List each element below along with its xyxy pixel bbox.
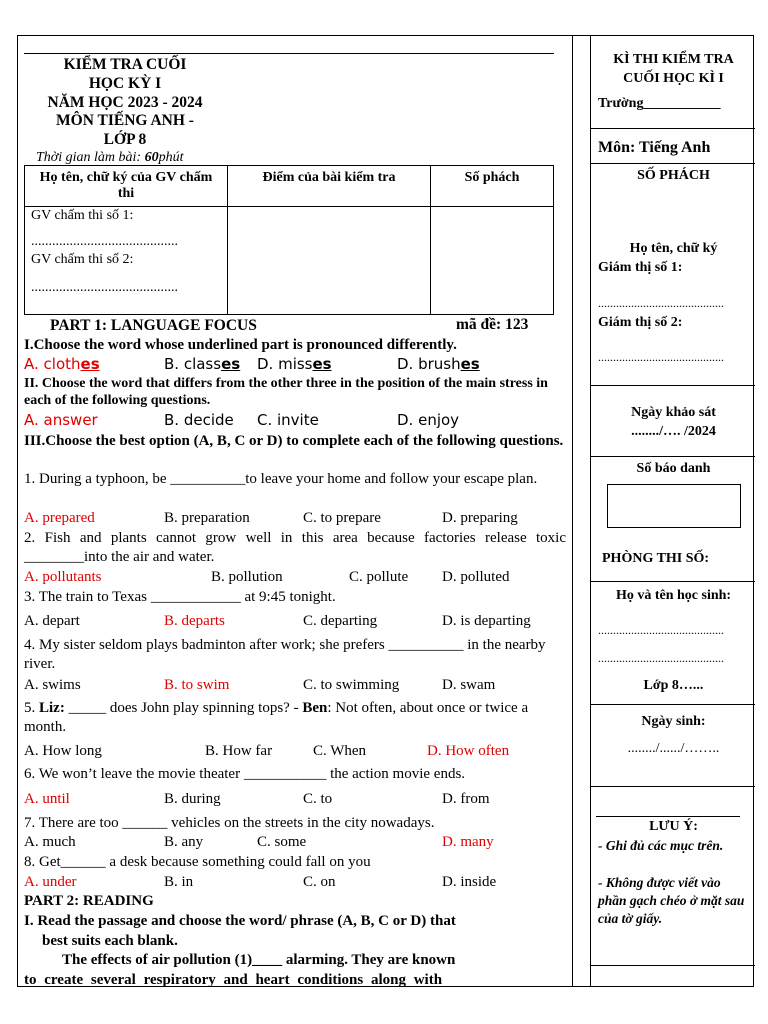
header-title-2: HỌC KỲ I [88,75,162,92]
question-5: 5. Liz: _____ does John play spinning tops? - Ben: Not often, about once or twice a month. [24,700,529,735]
part2-heading-1: I. Read the passage and choose the word/ phrase (A, B, C or D) that [24,913,456,929]
header-top-rule [24,53,554,54]
q3-option-b: B. departs [164,613,225,629]
s1-option-b: B. classes [164,355,241,373]
q3-option-a: A. depart [24,613,80,629]
question-6: 6. We won’t leave the movie theater ___________ the action movie ends. [24,766,466,782]
q4-option-c: C. to swimming [303,677,400,693]
score-cell [228,207,431,315]
q2-option-a: A. pollutants [24,569,102,585]
sidebar-rule-4 [590,456,755,457]
part2-heading-2: best suits each blank. [42,933,178,949]
q6-option-c: C. to [303,791,333,807]
sidebar-sbd-box [607,484,741,528]
question-8: 8. Get______ a desk because something could fall on you [24,854,371,870]
question-3: 3. The train to Texas ____________ at 9:45 tonight. [24,589,336,605]
section1-heading: I.Choose the word whose underlined part is pronounced differently. [24,337,457,353]
q8-option-c: C. on [303,874,336,890]
examiner-1-label: GV chấm thi số 1: [31,208,134,223]
s2-option-a: A. answer [24,411,98,429]
sidebar-school: Trường___________ [598,96,721,111]
sidebar-room: PHÒNG THI SỐ: [602,551,710,566]
sidebar-proctor-1-dots: .......................................... [598,296,724,310]
question-7: 7. There are too ______ vehicles on the streets in the city nowadays. [24,815,435,831]
q7-option-d: D. many [442,834,494,850]
s2-option-c: C. invite [257,411,319,429]
q2-option-b: B. pollution [211,569,283,585]
q1-option-a: A. prepared [24,510,95,526]
col-code: Số phách [431,166,554,207]
sidebar-rule-3 [590,385,755,386]
passage-line-1: The effects of air pollution (1)____ alarming. They are known [62,952,456,968]
sidebar-note-2: - Không được viết vào phần gạch chéo ở mặt sau của tờ giấy. [598,875,745,926]
sidebar-proctor-2: Giám thị số 2: [598,315,683,330]
sidebar-student-name: Họ và tên học sinh: [615,588,732,603]
part2-title: PART 2: READING [24,893,154,909]
sidebar-proctor-2-dots: .......................................... [598,350,724,364]
school-year: NĂM HỌC 2023 - 2024 [47,94,203,111]
sidebar-subject: Môn: Tiếng Anh [598,139,711,156]
sidebar-student-dots-1: .......................................... [598,623,724,637]
sidebar-survey-date: ......../…. /2024 [631,424,716,439]
q5-option-c: C. When [313,743,367,759]
sidebar-exam-title-1: KÌ THI KIỂM TRA [613,52,734,67]
grading-table [24,165,554,315]
q6-option-b: B. during [164,791,221,807]
q4-option-b: B. to swim [164,677,230,693]
sidebar-exam-title-2: CUỐI HỌC KÌ I [623,71,724,86]
code-cell [431,207,554,315]
q1-option-d: D. preparing [442,510,518,526]
time-limit: Thời gian làm bài: 60phút [36,150,184,165]
q8-option-d: D. inside [442,874,497,890]
q8-option-a: A. under [24,874,77,890]
examiner-1-dots: .......................................... [31,234,178,249]
sidebar-class: Lớp 8…... [643,678,704,693]
passage-line-2: to create several respiratory and heart conditions along with [24,972,443,988]
sidebar-rule-2 [590,163,755,164]
q4-option-d: D. swam [442,677,496,693]
sidebar-survey-date-label: Ngày khảo sát [631,405,716,420]
s2-option-d: D. enjoy [397,411,460,429]
sidebar-proctor-1: Giám thị số 1: [598,260,683,275]
question-4: 4. My sister seldom plays badminton after work; she prefers __________ in the nearby river. [24,637,546,672]
q3-option-c: C. departing [303,613,378,629]
header-title-1: KIỂM TRA CUỐI [63,56,187,73]
sidebar-rule-5 [590,581,755,582]
sidebar-so-phach: SỐ PHÁCH [637,168,710,183]
q6-option-d: D. from [442,791,490,807]
q4-option-a: A. swims [24,677,81,693]
sidebar-note-rule [596,816,740,817]
q2-option-c: C. pollute [349,569,409,585]
col-score: Điểm của bài kiểm tra [228,166,431,207]
q5-option-a: A. How long [24,743,102,759]
sidebar-rule-1 [590,128,755,129]
examiner-2-dots: .......................................... [31,280,178,295]
section2-heading: II. Choose the word that differs from the other three in the position of the main stress in each of the following questions. [24,376,548,408]
q7-option-b: B. any [164,834,204,850]
question-1: 1. During a typhoon, be __________to leave your home and follow your escape plan. [24,471,538,487]
exam-code: mã đề: 123 [456,316,529,333]
s2-option-b: B. decide [164,411,234,429]
sidebar-note-title: LƯU Ý: [649,819,698,834]
sidebar-dob: ......../....../…….. [627,741,720,756]
q5-option-d: D. How often [427,743,510,759]
part1-title: PART 1: LANGUAGE FOCUS [50,317,257,334]
sidebar-note-1: - Ghi đủ các mục trên. [598,838,724,853]
s1-option-a: A. clothes [24,355,100,373]
q8-option-b: B. in [164,874,194,890]
sidebar-rule-7 [590,786,755,787]
s1-option-c: D. misses [257,355,332,373]
grade-title: LỚP 8 [103,131,147,148]
sidebar-dob-label: Ngày sinh: [641,714,706,729]
sidebar-rule-8 [590,965,755,966]
col-examiner: Họ tên, chữ ký của GV chấm thi [25,166,228,207]
sidebar-sbd-label: Số báo danh [636,461,711,476]
divider-right [590,35,591,987]
q6-option-a: A. until [24,791,70,807]
q1-option-b: B. preparation [164,510,250,526]
subject-title: MÔN TIẾNG ANH - [56,112,194,129]
examiner-cell [25,207,228,315]
sidebar-student-dots-2: .......................................... [598,651,724,665]
q7-option-c: C. some [257,834,307,850]
question-2: 2. Fish and plants cannot grow well in this area because factories release toxic ________into the air and water. [24,530,566,565]
examiner-2-label: GV chấm thi số 2: [31,252,134,267]
section3-heading: III.Choose the best option (A, B, C or D) to complete each of the following questions. [24,433,564,449]
sidebar-rule-6 [590,704,755,705]
q1-option-c: C. to prepare [303,510,381,526]
q7-option-a: A. much [24,834,76,850]
q2-option-d: D. polluted [442,569,510,585]
divider-left [572,35,573,987]
q5-option-b: B. How far [205,743,273,759]
sidebar-proctor-title: Họ tên, chữ ký [629,241,718,256]
q3-option-d: D. is departing [442,613,531,629]
s1-option-d: D. brushes [397,355,480,373]
